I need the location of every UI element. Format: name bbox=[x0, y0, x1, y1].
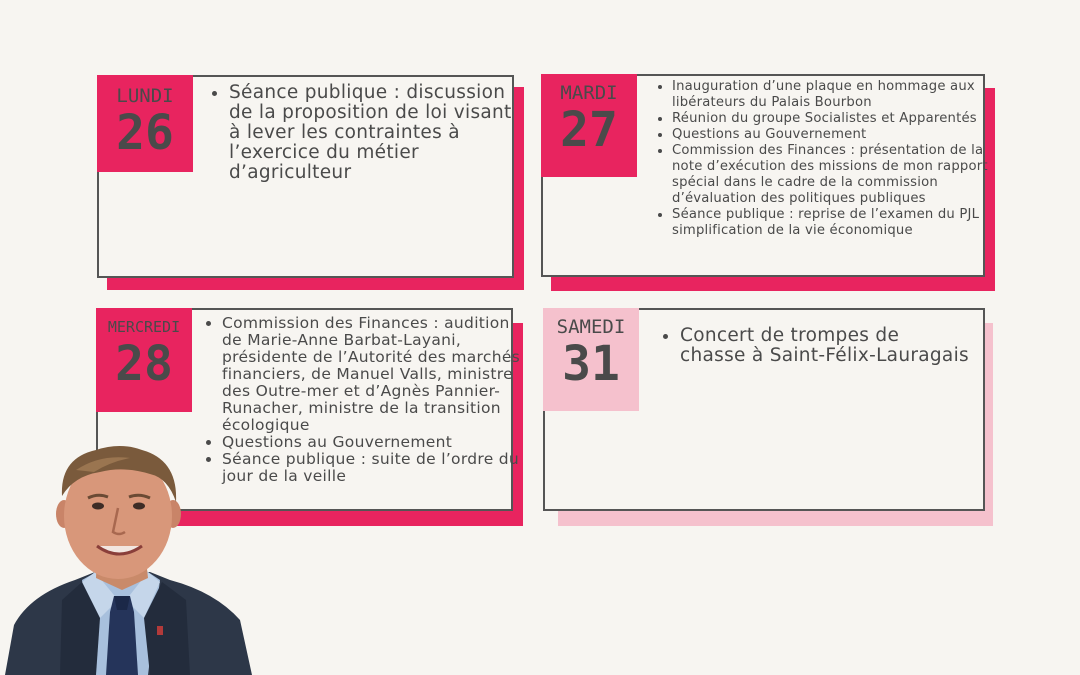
day-number: 26 bbox=[116, 105, 174, 161]
agenda-list bbox=[209, 83, 524, 183]
day-card-mardi bbox=[541, 74, 988, 277]
day-name: MERCREDI bbox=[107, 318, 181, 336]
agenda-item: • Séance publique : discussion de la proposition de loi visant à lever les contraintes à l’exercice du métier d’agriculteur bbox=[229, 83, 524, 183]
agenda-list bbox=[660, 326, 970, 366]
agenda-item: • Séance publique : suite de l’ordre du jour de la veille bbox=[222, 451, 527, 485]
day-card-samedi bbox=[543, 308, 985, 511]
agenda-item: • Concert de trompes de chasse à Saint-Félix-Lauragais bbox=[680, 326, 970, 366]
agenda-list bbox=[652, 79, 997, 239]
agenda-item: • Réunion du groupe Socialistes et Apparentés bbox=[672, 111, 997, 127]
date-block bbox=[97, 75, 193, 172]
agenda-item: • Questions au Gouvernement bbox=[222, 434, 527, 451]
person-portrait-photo bbox=[0, 440, 270, 675]
day-name: LUNDI bbox=[116, 85, 174, 107]
day-name: MARDI bbox=[560, 82, 618, 104]
day-number: 27 bbox=[560, 102, 618, 158]
agenda-item: • Commission des Finances : présentation de la note d’exécution des missions de mon rapport spécial dans le cadre de la commission d’évaluation des politiques publiques bbox=[672, 143, 997, 207]
day-number: 28 bbox=[115, 336, 173, 392]
agenda-item: • Inauguration d’une plaque en hommage aux libérateurs du Palais Bourbon bbox=[672, 79, 997, 111]
agenda-item: • Commission des Finances : audition de Marie-Anne Barbat-Layani, présidente de l’Autorité des marchés financiers, de Manuel Valls, ministre des Outre-mer et d’Agnès Pannier-Runacher, ministre de la transition écologique bbox=[222, 315, 527, 434]
day-number: 31 bbox=[562, 336, 620, 392]
date-block bbox=[96, 308, 192, 412]
agenda-item: • Questions au Gouvernement bbox=[672, 127, 997, 143]
date-block bbox=[541, 74, 637, 177]
date-block bbox=[543, 308, 639, 411]
day-name: SAMEDI bbox=[556, 316, 626, 338]
day-card-lundi bbox=[97, 75, 514, 278]
agenda-item: • Séance publique : reprise de l’examen du PJL simplification de la vie économique bbox=[672, 207, 997, 239]
